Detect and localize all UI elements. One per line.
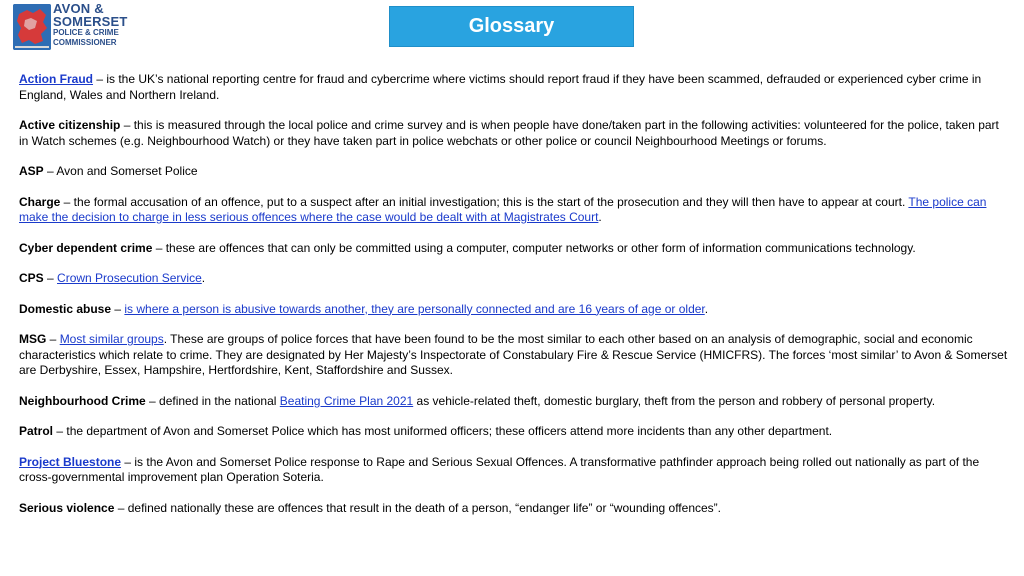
entry-term: Charge [19, 194, 61, 209]
project-bluestone-link[interactable]: Project Bluestone [19, 454, 122, 469]
entry-term: CPS [19, 271, 44, 285]
glossary-entry-action-fraud [19, 72, 1009, 103]
logo-line-2: SOMERSET [53, 14, 128, 29]
entry-term: Patrol [19, 424, 54, 438]
crown-prosecution-service-link[interactable]: Crown Prosecution Service [57, 271, 202, 285]
entry-definition: – these are offences that can only be committed using a computer, computer networks or other form of information communications technology. [152, 240, 916, 255]
entry-term: MSG [19, 332, 47, 346]
action-fraud-link[interactable]: Action Fraud [19, 72, 93, 86]
entry-definition-end: . [201, 271, 206, 285]
magistrates-court-link[interactable]: The police can make the decision to charge in less serious offences where the case would be dealt with at Magistrates Court [19, 194, 987, 224]
glossary-entry-domestic-abuse [19, 302, 1009, 318]
glossary-entry-cps [19, 271, 1009, 287]
entry-term: Cyber dependent crime [19, 240, 153, 255]
entry-definition: – [46, 332, 60, 346]
entry-definition-end: as vehicle-related theft, domestic burglary, theft from the person and robbery of personal property. [413, 393, 936, 408]
glossary-entry-msg [19, 332, 1009, 379]
entry-definition-end: . [598, 210, 602, 224]
glossary-entry-active-citizenship [19, 118, 1009, 149]
glossary-entry-patrol [19, 424, 1009, 440]
glossary-entry-asp [19, 164, 1009, 180]
logo-wordmark [53, 2, 133, 48]
glossary-list [19, 72, 1009, 531]
entry-definition-end: . [704, 301, 709, 316]
entry-term: Neighbourhood Crime [19, 393, 146, 408]
glossary-entry-cyber-dependent-crime [19, 241, 1009, 257]
glossary-entry-charge [19, 195, 1009, 226]
entry-definition: – this is measured through the local police and crime survey and is when people have done/taken part in the following activities: volunteered for the police, taken part in Watch schemes (e.g. Neighbourhood Watch) or they have taken part in police webchats or other police or council Neighbourhood Meetings or forums. [19, 118, 999, 148]
logo-line-4: COMMISSIONER [53, 38, 117, 47]
logo-line-3: POLICE & CRIME [53, 28, 119, 37]
crest-icon [13, 4, 51, 50]
entry-definition: – is the UK’s national reporting centre for fraud and cybercrime where victims should report fraud if they have been scammed, defrauded or experienced cyber crime in England, Wales and Northern Ireland. [19, 72, 982, 102]
entry-definition: – [43, 271, 58, 285]
entry-definition: – is the Avon and Somerset Police response to Rape and Serious Sexual Offences. A transformative pathfinder approach being rolled out nationally as part of the cross-governmental improvement plan Operation Soteria. [19, 454, 980, 484]
entry-definition: – defined nationally these are offences that result in the death of a person, “endanger life” or “wounding offences”. [114, 500, 721, 515]
entry-definition: – defined in the national [145, 393, 280, 408]
entry-definition: – Avon and Somerset Police [43, 164, 198, 178]
logo-line-1: AVON & [53, 1, 104, 16]
glossary-entry-neighbourhood-crime [19, 394, 1009, 410]
entry-definition: – the formal accusation of an offence, put to a suspect after an initial investigation; this is the start of the prosecution and they will then have to appear at court. [60, 194, 909, 209]
pcc-logo [13, 2, 128, 52]
beating-crime-plan-link[interactable]: Beating Crime Plan 2021 [279, 393, 414, 408]
glossary-entry-serious-violence [19, 501, 1009, 517]
page-title: Glossary [389, 6, 634, 47]
entry-definition: – [111, 301, 125, 316]
most-similar-groups-link[interactable]: Most similar groups [59, 332, 164, 346]
entry-term: Active citizenship [19, 118, 121, 132]
entry-definition-end: . These are groups of police forces that have been found to be the most similar to each other based on an analysis of demographic, social and economic characteristics which relate to crime. They are designated by Her Majesty’s Inspectorate of Constabulary Fire & Rescue Service (HMICFRS). The forces ‘most similar’ to Avon & Somerset are Derbyshire, Essex, Hampshire, Hertfordshire, Kent, Staffordshire and Sussex. [19, 332, 1008, 377]
entry-definition: – the department of Avon and Somerset Police which has most uniformed officers; these officers attend more incidents than any other department. [53, 424, 833, 438]
domestic-abuse-link[interactable]: is where a person is abusive towards another, they are personally connected and are 16 years of age or older [124, 301, 705, 316]
entry-term: Domestic abuse [19, 301, 112, 316]
glossary-entry-project-bluestone [19, 455, 1009, 486]
entry-term: Serious violence [19, 500, 115, 515]
entry-term: ASP [19, 164, 44, 178]
